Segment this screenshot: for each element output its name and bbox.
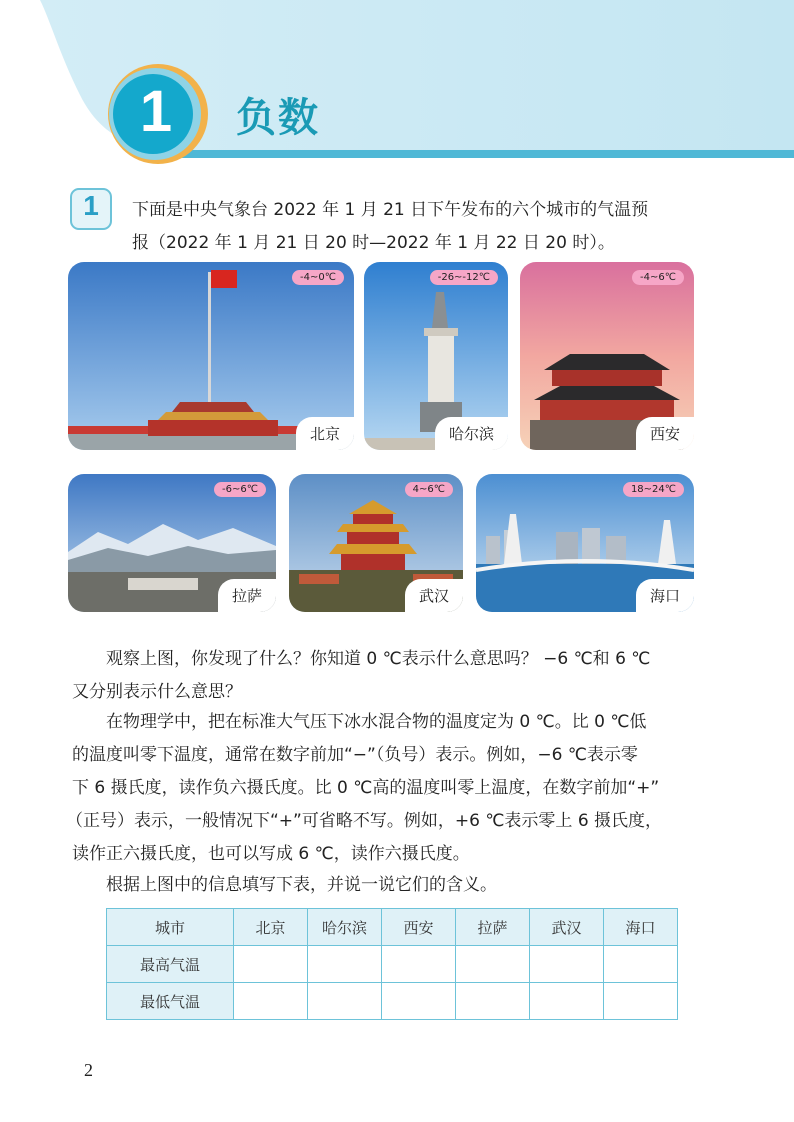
table-cell-blank[interactable]	[604, 983, 678, 1020]
temperature-badge: -4~6℃	[632, 270, 684, 285]
paragraph-line: 读作正六摄氏度，也可以写成 6 ℃，读作六摄氏度。	[72, 844, 470, 864]
city-label: 拉萨	[218, 579, 276, 612]
table-cell-blank[interactable]	[382, 946, 456, 983]
paragraph-line: 下 6 摄氏度，读作负六摄氏度。比 0 ℃高的温度叫零上温度，在数字前加“+”	[72, 778, 660, 798]
table-cell-blank[interactable]	[604, 946, 678, 983]
table-column-header: 哈尔滨	[308, 909, 382, 946]
temperature-badge: -6~6℃	[214, 482, 266, 497]
question-number: 1	[83, 190, 99, 221]
paragraph-line: 根据上图中的信息填写下表，并说一说它们的含义。	[106, 875, 497, 895]
temperature-badge: -26~-12℃	[430, 270, 498, 285]
table-column-header: 西安	[382, 909, 456, 946]
temperature-badge: 18~24℃	[623, 482, 684, 497]
chapter-number: 1	[139, 79, 173, 144]
table-header-label: 城市	[107, 909, 234, 946]
table-column-header: 拉萨	[456, 909, 530, 946]
table-cell-blank[interactable]	[308, 983, 382, 1020]
paragraph-line: 的温度叫零下温度，通常在数字前加“−”（负号）表示。例如，−6 ℃表示零	[72, 745, 638, 765]
city-photo-beijing	[68, 262, 354, 450]
table-cell-blank[interactable]	[234, 983, 308, 1020]
table-header-row	[107, 909, 678, 946]
city-photo-wuhan	[289, 474, 463, 612]
table-cell-blank[interactable]	[530, 946, 604, 983]
table-cell-blank[interactable]	[234, 946, 308, 983]
city-label: 海口	[636, 579, 694, 612]
chapter-title: 负数	[236, 95, 320, 141]
table-row-label: 最低气温	[107, 983, 234, 1020]
paragraph-line: 观察上图，你发现了什么？你知道 0 ℃表示什么意思吗？ −6 ℃和 6 ℃	[106, 649, 651, 669]
table-cell-blank[interactable]	[530, 983, 604, 1020]
table-cell-blank[interactable]	[456, 946, 530, 983]
city-photo-xian	[520, 262, 694, 450]
question-intro-line-1: 下面是中央气象台 2022 年 1 月 21 日下午发布的六个城市的气温预	[132, 200, 649, 220]
question-intro-line-2: 报（2022 年 1 月 21 日 20 时—2022 年 1 月 22 日 20 时）。	[132, 233, 615, 253]
city-photo-harbin	[364, 262, 508, 450]
paragraph-line: 又分别表示什么意思？	[72, 682, 242, 702]
table-column-header: 北京	[234, 909, 308, 946]
page-number: 2	[84, 1060, 93, 1080]
city-label: 武汉	[405, 579, 463, 612]
table-cell-blank[interactable]	[456, 983, 530, 1020]
table-cell-blank[interactable]	[308, 946, 382, 983]
paragraph-line: （正号）表示，一般情况下“+”可省略不写。例如，+6 ℃表示零上 6 摄氏度，	[66, 811, 663, 831]
temperature-badge: 4~6℃	[405, 482, 453, 497]
table-column-header: 海口	[604, 909, 678, 946]
city-photo-lhasa	[68, 474, 276, 612]
city-label: 西安	[636, 417, 694, 450]
paragraph-line: 在物理学中，把在标准大气压下冰水混合物的温度定为 0 ℃。比 0 ℃低	[106, 712, 647, 732]
temperature-table	[106, 908, 678, 1020]
temperature-badge: -4~0℃	[292, 270, 344, 285]
table-cell-blank[interactable]	[382, 983, 456, 1020]
table-row-label: 最高气温	[107, 946, 234, 983]
city-photo-haikou	[476, 474, 694, 612]
city-label: 北京	[296, 417, 354, 450]
table-row	[107, 983, 678, 1020]
city-label: 哈尔滨	[435, 417, 508, 450]
table-column-header: 武汉	[530, 909, 604, 946]
table-row	[107, 946, 678, 983]
